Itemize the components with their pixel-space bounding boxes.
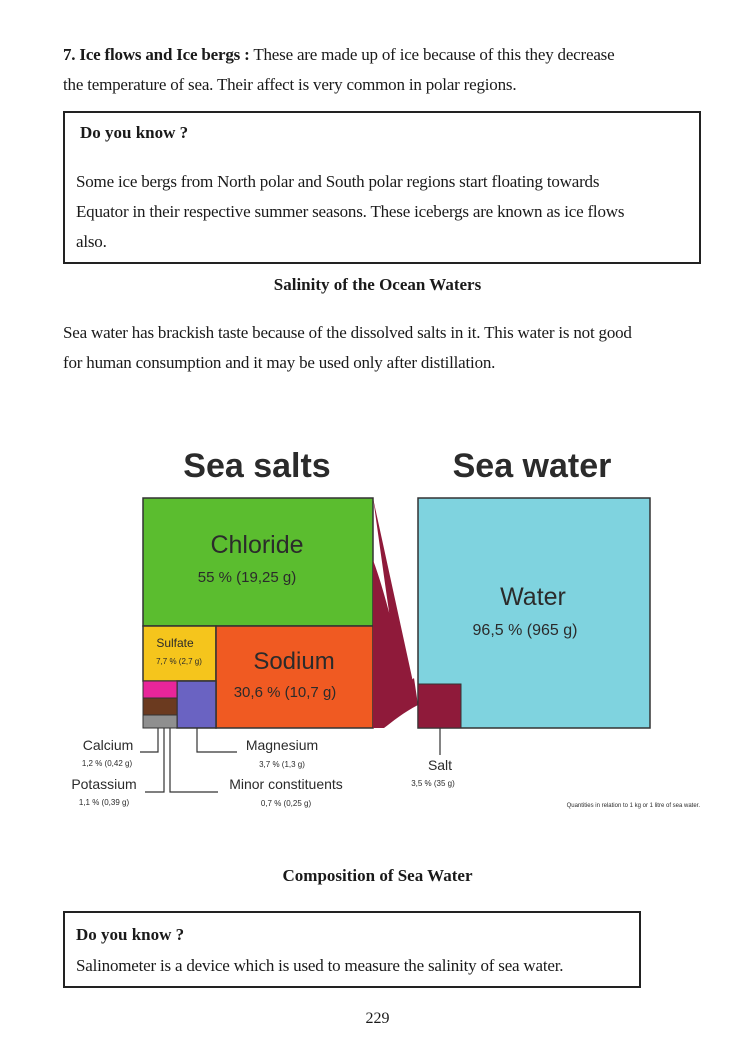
section7-line2: the temperature of sea. Their affect is very common in polar regions.	[63, 75, 517, 94]
figure-footnote: Quantities in relation to 1 kg or 1 litre of sea water.	[566, 803, 700, 809]
know-box-2-title: Do you know ?	[76, 925, 185, 944]
section7-line1: These are made up of ice because of this they decrease	[249, 45, 615, 64]
know-box-1-title: Do you know ?	[80, 123, 189, 142]
sodium-label: Sodium	[253, 648, 335, 675]
chloride-value: 55 % (19,25 g)	[197, 569, 297, 586]
magnesium-value: 3,7 % (1,3 g)	[259, 760, 305, 769]
sea-water-title: Sea water	[452, 447, 612, 485]
salinity-line2: for human consumption and it may be used only after distillation.	[63, 353, 496, 372]
sulfate-block	[143, 626, 216, 681]
figure-caption: Composition of Sea Water	[282, 866, 473, 885]
know-box-1-line1: Some ice bergs from North polar and South polar regions start floating towards	[76, 172, 600, 191]
sea-salts-title: Sea salts	[183, 447, 331, 485]
potassium-block	[143, 698, 177, 715]
minor-label: Minor constituents	[229, 776, 343, 792]
know-box-2-line1: Salinometer is a device which is used to measure the salinity of sea water.	[76, 956, 564, 975]
salt-arrow	[373, 498, 418, 728]
salt-label: Salt	[427, 757, 453, 773]
magnesium-label: Magnesium	[245, 737, 319, 753]
sodium-block	[216, 626, 373, 728]
calcium-label: Calcium	[82, 737, 134, 753]
section7-title: 7. Ice flows and Ice bergs :	[63, 45, 250, 64]
sulfate-label: Sulfate	[156, 636, 194, 650]
potassium-label: Potassium	[71, 776, 137, 792]
magnesium-block	[177, 681, 216, 728]
know-box-2	[63, 911, 641, 988]
chloride-label: Chloride	[210, 531, 304, 559]
water-value: 96,5 % (965 g)	[472, 622, 578, 639]
page-number: 229	[365, 1010, 390, 1027]
calcium-block	[143, 681, 177, 698]
minor-block	[143, 715, 177, 728]
know-box-1-line2: Equator in their respective summer seasons. These icebergs are known as ice flows	[76, 202, 625, 221]
salt-value: 3,5 % (35 g)	[411, 779, 455, 788]
calcium-value: 1,2 % (0,42 g)	[81, 759, 133, 768]
know-box-1-line3: also.	[76, 232, 107, 251]
salinity-heading: Salinity of the Ocean Waters	[273, 275, 482, 294]
salt-block	[418, 684, 461, 728]
water-label: Water	[500, 583, 566, 611]
minor-value: 0,7 % (0,25 g)	[260, 799, 312, 808]
sodium-value: 30,6 % (10,7 g)	[233, 684, 337, 701]
potassium-value: 1,1 % (0,39 g)	[78, 798, 130, 807]
salinity-line1: Sea water has brackish taste because of the dissolved salts in it. This water is not good	[63, 323, 632, 342]
sulfate-value: 7,7 % (2,7 g)	[156, 657, 202, 666]
chloride-block	[143, 498, 373, 626]
